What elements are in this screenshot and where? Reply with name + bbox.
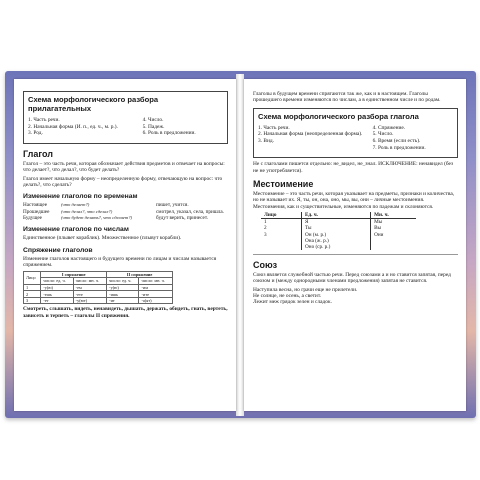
number-text: Единственное (плывет кораблик). Множественное (плывут корабли). bbox=[23, 235, 182, 242]
table-header: II спряжение bbox=[107, 271, 173, 278]
scheme-item: 4. Спряжение. bbox=[372, 124, 406, 131]
number-heading: Изменение глаголов по числам bbox=[23, 226, 129, 234]
ne-rule-text: Не с глаголами пишется отдельно: не_видел, не_знал. ИСКЛЮЧЕНИЕ: ненавидел (без не не употребляется). bbox=[253, 161, 454, 174]
table-subheader: число: мн. ч. bbox=[73, 278, 106, 285]
scheme-item: 5. Падеж. bbox=[142, 123, 165, 130]
table-header: Лицо bbox=[24, 271, 41, 284]
scheme-item: 2. Начальная форма (неопределенная форма). bbox=[258, 131, 363, 138]
scheme-item: 1. Часть речи. bbox=[28, 117, 60, 123]
adjective-scheme-box bbox=[23, 91, 228, 144]
example-line: Лежит меж грядок зелен и сладок. bbox=[253, 299, 332, 306]
book-spine bbox=[236, 74, 244, 416]
scheme-item: 5. Число. bbox=[372, 131, 394, 138]
scheme-item: 2. Начальная форма (И. п., ед. ч., м. р.). bbox=[28, 123, 118, 130]
verb-scheme-list bbox=[258, 125, 453, 151]
table-subheader: число: мн. ч. bbox=[139, 278, 173, 285]
verb-scheme-box bbox=[253, 108, 458, 158]
adjective-scheme-list bbox=[28, 117, 223, 137]
verb-scheme-title: Схема морфологического разбора глагола bbox=[258, 111, 419, 121]
tense-row: Прошедшее (что делал?, что сделал?) смотрел, указал, села, пришла. bbox=[23, 208, 224, 215]
table-row: 1 Я Мы bbox=[261, 219, 416, 226]
verb-infinitive: Глагол имеет начальную форму – неопределенную форму, отвечающую на вопрос: что делать?, что сделать? bbox=[23, 175, 223, 188]
right-page bbox=[244, 79, 466, 411]
union-text: Союз является служебной частью речи. Перед союзами а и но ставится запятая, перед союзом и (между однородными членами предложения) запятая не ставится. bbox=[253, 271, 451, 285]
table-header: I спряжение bbox=[41, 271, 107, 278]
conjugation-heading: Спряжение глаголов bbox=[23, 246, 93, 254]
verb-definition: Глагол – это часть речи, которая обозначает действия предметов и отвечает на вопросы: что делает?, что делал?, что будет делать? bbox=[23, 160, 225, 174]
scheme-item: 4. Число. bbox=[142, 117, 164, 123]
table-header: Лицо bbox=[261, 212, 302, 219]
pronoun-heading: Местоимение bbox=[253, 179, 314, 189]
table-header: Мн. ч. bbox=[371, 212, 416, 219]
scheme-item: 3. Вид. bbox=[258, 138, 274, 144]
tense-row: Настоящее (что делает?) пишет, учится. bbox=[23, 202, 189, 209]
tense-heading: Изменение глаголов по временам bbox=[23, 193, 138, 201]
table-row: 2 Ты Вы bbox=[261, 225, 416, 231]
adjective-scheme-title: Схема морфологического разбора прилагательных bbox=[28, 95, 159, 113]
example-line: Наступила весна, но грачи еще не прилетели. bbox=[253, 286, 358, 293]
table-header: Ед. ч. bbox=[302, 212, 371, 219]
pronoun-definition: Местоимение – это часть речи, которая указывает на предметы, признаки и количества, но не называет их. Я, ты, он, она, оно, мы, вы, они – личные местоимения. Местоимения, как и существительные, изменяются по падежам и склоняются. bbox=[253, 191, 455, 210]
pronoun-table bbox=[261, 212, 416, 250]
union-heading: Союз bbox=[253, 259, 278, 270]
scheme-item: 7. Роль в предложении. bbox=[372, 144, 426, 151]
scheme-item: 3. Род. bbox=[28, 130, 43, 137]
scheme-item: 6. Время (если есть). bbox=[372, 138, 421, 144]
conjugation-table bbox=[23, 271, 173, 305]
table-row: 3 Он (м. р.) Она (ж. р.) Оно (ср. р.) Они bbox=[261, 232, 416, 251]
divider bbox=[253, 254, 458, 255]
table-subheader: число: ед. ч. bbox=[41, 278, 73, 285]
scheme-item: 6. Роль в предложении. bbox=[142, 130, 196, 137]
left-page bbox=[14, 79, 236, 411]
verb-heading: Глагол bbox=[23, 148, 53, 159]
conjugation-text: Изменение глаголов настоящего и будущего времени по лицам и числам называется спряжением. bbox=[23, 255, 217, 269]
scheme-item: 1. Часть речи. bbox=[258, 124, 290, 131]
exceptions-text: Смотреть, слышать, видеть, ненавидеть, дышать, держать, обидеть, гнать, вертеть, зависеть и терпеть – глаголы II спряжения. bbox=[23, 306, 228, 319]
table-row: 3 -ет -у(ют) -ит -а(ят) bbox=[24, 297, 173, 304]
table-row: 2 -ешь -ете -ишь -ите bbox=[24, 291, 173, 298]
future-tense-text: Глаголы в будущем времени спрягаются так же, как и в настоящем. Глаголы прошедшего времени изменяются по числам, а в единственном числе и по родам. bbox=[253, 91, 441, 104]
table-subheader: число: ед. ч. bbox=[107, 278, 139, 285]
tense-row: Будущее (что будет делать?, что сделает?) будут верить, принесет. bbox=[23, 215, 209, 221]
example-line: Не солнце, не осень, а светит. bbox=[253, 293, 322, 300]
table-row: 1 -у(ю) -ем -у(ю) -им bbox=[24, 284, 173, 291]
